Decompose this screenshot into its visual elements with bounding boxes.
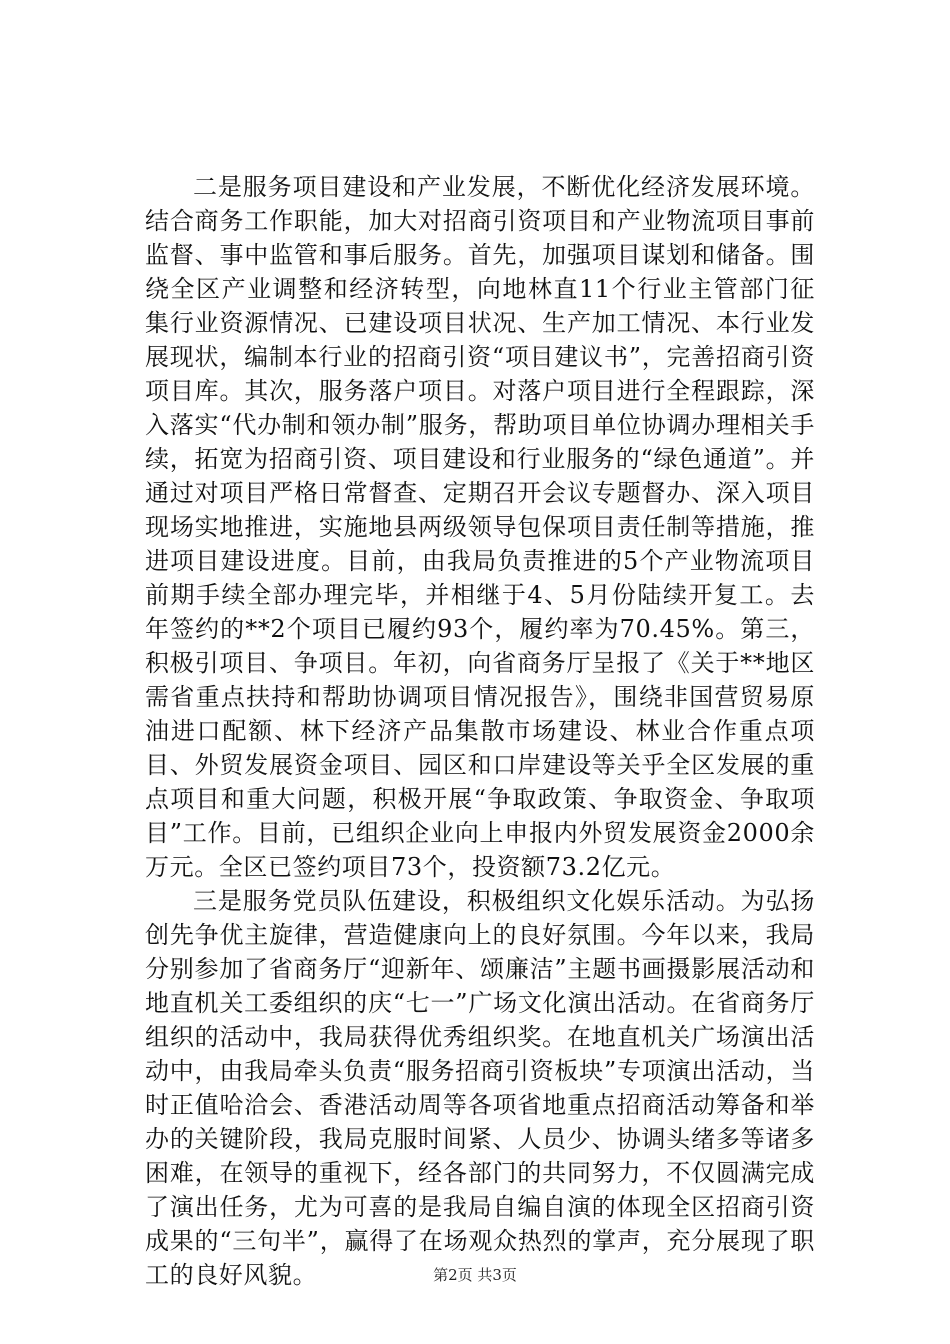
body-text bbox=[145, 170, 815, 1292]
page-number-footer: 第2页 共3页 bbox=[433, 1266, 517, 1284]
paragraph-services-projects: 二是服务项目建设和产业发展，不断优化经济发展环境。结合商务工作职能，加大对招商引资项目和产业物流项目事前监督、事中监管和事后服务。首先，加强项目谋划和储备。围绕全区产业调整和经济转型，向地林直11个行业主管部门征集行业资源情况、已建设项目状况、生产加工情况、本行业发展现状，编制本行业的招商引资“项目建议书”，完善招商引资项目库。其次，服务落户项目。对落户项目进行全程跟踪，深入落实“代办制和领办制”服务，帮助项目单位协调办理相关手续，拓宽为招商引资、项目建设和行业服务的“绿色通道”。并通过对项目严格日常督查、定期召开会议专题督办、深入项目现场实地推进，实施地县两级领导包保项目责任制等措施，推进项目建设进度。目前，由我局负责推进的5个产业物流项目前期手续全部办理完毕，并相继于4、5月份陆续开复工。去年签约的**2个项目已履约93个，履约率为70.45%。第三，积极引项目、争项目。年初，向省商务厅呈报了《关于**地区需省重点扶持和帮助协调项目情况报告》，围绕非国营贸易原油进口配额、林下经济产品集散市场建设、林业合作重点项目、外贸发展资金项目、园区和口岸建设等关乎全区发展的重点项目和重大问题，积极开展“争取政策、争取资金、争取项目”工作。目前，已组织企业向上申报内外贸发展资金2000余万元。全区已签约项目73个，投资额73.2亿元。 bbox=[145, 173, 815, 881]
paragraph-party-activities: 三是服务党员队伍建设，积极组织文化娱乐活动。为弘扬创先争优主旋律，营造健康向上的良好氛围。今年以来，我局分别参加了省商务厅“迎新年、颂廉洁”主题书画摄影展活动和地直机关工委组织的庆“七一”广场文化演出活动。在省商务厅组织的活动中，我局获得优秀组织奖。在地直机关广场演出活动中，由我局牵头负责“服务招商引资板块”专项演出活动，当时正值哈洽会、香港活动周等各项省地重点招商活动筹备和举办的关键阶段，我局克服时间紧、人员少、协调头绪多等诸多困难，在领导的重视下，经各部门的共同努力，不仅圆满完成了演出任务，尤为可喜的是我局自编自演的体现全区招商引资成果的“三句半”，赢得了在场观众热烈的掌声，充分展现了职工的良好风貌。 bbox=[145, 887, 815, 1289]
